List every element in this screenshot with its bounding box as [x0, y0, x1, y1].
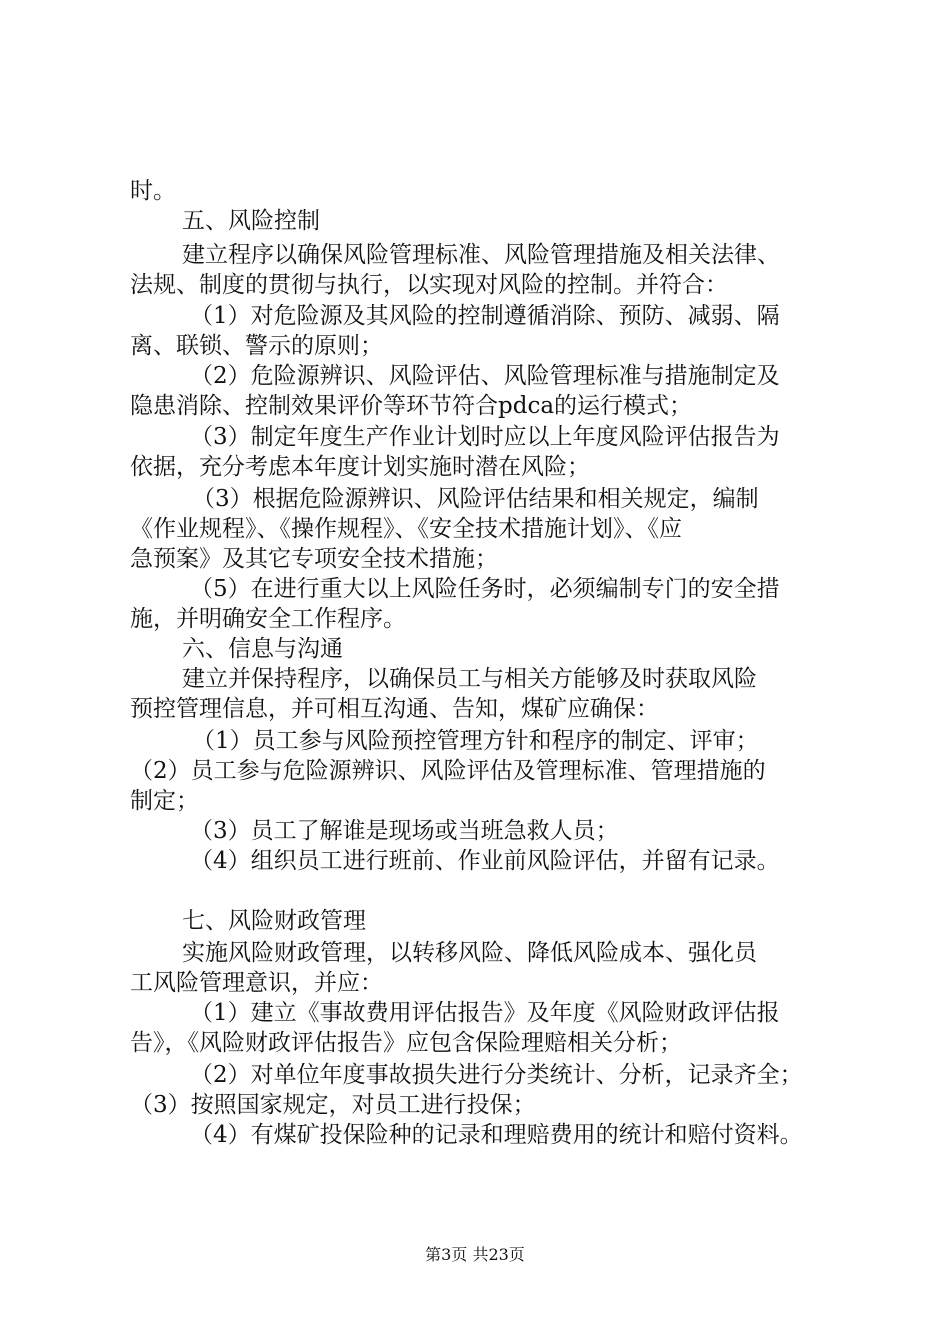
list-item: （3）按照国家规定，对员工进行投保； — [130, 1092, 536, 1118]
list-item: （2）员工参与危险源辨识、风险评估及管理标准、管理措施的 — [130, 758, 766, 784]
section-heading-risk-control: 五、风险控制 — [182, 208, 320, 234]
text-line: 施，并明确安全工作程序。 — [130, 606, 406, 632]
text-line: 法规、制度的贯彻与执行，以实现对风险的控制。并符合： — [130, 272, 728, 298]
list-item: （2）对单位年度事故损失进行分类统计、分析，记录齐全； — [190, 1062, 803, 1088]
text-line: 时。 — [130, 178, 176, 204]
text-line: 实施风险财政管理，以转移风险、降低风险成本、强化员 — [182, 940, 757, 966]
text-line: 隐患消除、控制效果评价等环节符合pdca的运行模式； — [130, 393, 693, 419]
text-line: 建立程序以确保风险管理标准、风险管理措施及相关法律、 — [182, 242, 780, 268]
list-item: （3）制定年度生产作业计划时应以上年度风险评估报告为 — [190, 424, 780, 450]
list-item: （3）根据危险源辨识、风险评估结果和相关规定，编制 — [192, 486, 759, 512]
list-item: （5）在进行重大以上风险任务时，必须编制专门的安全措 — [190, 576, 780, 602]
list-item: （3）员工了解谁是现场或当班急救人员； — [190, 818, 619, 844]
text-line: 离、联锁、警示的原则； — [130, 333, 383, 359]
text-line: 工风险管理意识，并应： — [130, 970, 383, 996]
list-item: （1）员工参与风险预控管理方针和程序的制定、评审； — [192, 728, 759, 754]
text-line: 《作业规程》、《操作规程》、《安全技术措施计划》、《应 — [130, 516, 682, 542]
text-line: 依据，充分考虑本年度计划实施时潜在风险； — [130, 454, 590, 480]
text-line: 告》，《风险财政评估报告》应包含保险理赔相关分析； — [130, 1030, 682, 1056]
list-item: （4）组织员工进行班前、作业前风险评估，并留有记录。 — [190, 848, 780, 874]
list-item: （1）建立《事故费用评估报告》及年度《风险财政评估报 — [190, 1000, 780, 1026]
page-footer: 第3页 共23页 — [425, 1245, 525, 1264]
list-item: （2）危险源辨识、风险评估、风险管理标准与措施制定及 — [190, 363, 780, 389]
text-line: 急预案》及其它专项安全技术措施； — [130, 546, 498, 572]
list-item: （1）对危险源及其风险的控制遵循消除、预防、减弱、隔 — [190, 303, 780, 329]
section-heading-communication: 六、信息与沟通 — [182, 636, 343, 662]
text-line: 制定； — [130, 788, 199, 814]
text-line: 预控管理信息，并可相互沟通、告知，煤矿应确保： — [130, 696, 659, 722]
section-heading-risk-finance: 七、风险财政管理 — [182, 908, 366, 934]
text-line: 建立并保持程序，以确保员工与相关方能够及时获取风险 — [182, 666, 757, 692]
list-item: （4）有煤矿投保险种的记录和理赔费用的统计和赔付资料。 — [190, 1122, 803, 1148]
